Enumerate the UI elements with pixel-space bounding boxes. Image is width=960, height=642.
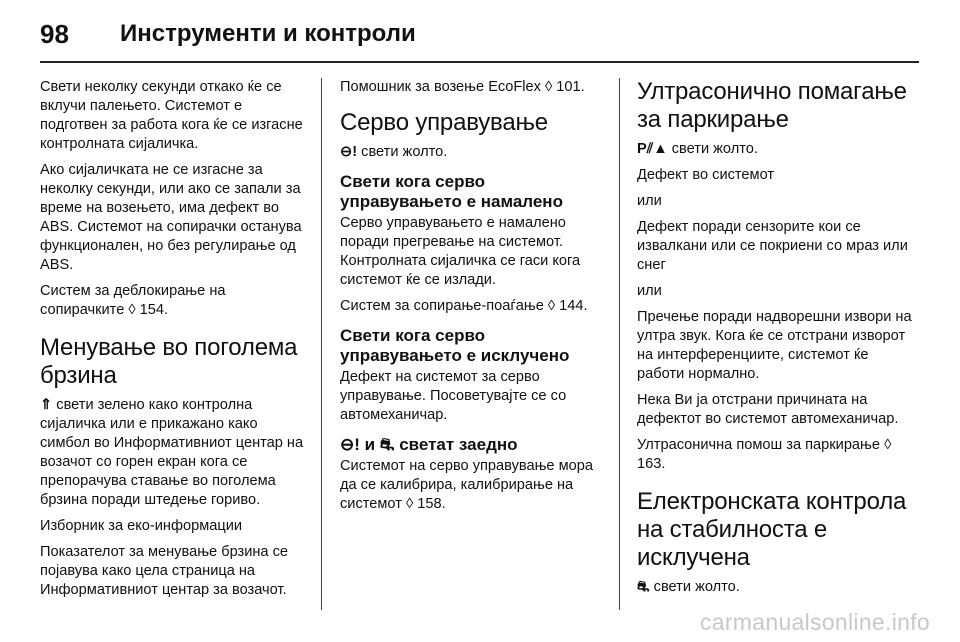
cross-reference: Помошник за возење EcoFlex ◊ 101. [340, 79, 585, 95]
text: свети жолто. [667, 141, 758, 157]
section-heading-parking-assist: Ултрасонично помагање за паркирање [637, 78, 907, 133]
paragraph [40, 396, 310, 510]
paragraph: Ако сијаличката не се изгасне за неколку секунди, или ако се запали за време на возењето, има дефект во ABS. Системот на сопирачки останува функционален, но без регулирање од ABS. [40, 162, 302, 273]
paragraph: или [637, 283, 662, 299]
subheading-disabled: Свети кога серво управувањето е исклучено [340, 326, 570, 365]
page-title: Инструменти и контроли [120, 20, 416, 47]
cross-reference: Систем за деблокирање на сопирачките ◊ 154. [40, 283, 226, 318]
text: свети зелено како контролна сијаличка или е прикажано како симбол во Информативниот центар на возачот со горен екран кога се препорачува ставање во поголема брзина поради штедење гориво. [40, 397, 304, 508]
parking-assist-icon: P⫽▲ [637, 141, 668, 157]
paragraph [637, 140, 912, 159]
text: свети жолто. [649, 579, 740, 595]
paragraph: Свети неколку секунди откако ќе се вклучи палењето. Системот е подготвен за работа кога ќе се изгасне контролната сијаличка. [40, 79, 303, 152]
paragraph: Дефект во системот [637, 167, 775, 183]
section-heading-power-steering: Серво управување [340, 109, 548, 136]
cross-reference: Систем за сопирање-поаѓање ◊ 144. [340, 298, 588, 314]
watermark: carmanualsonline.info [699, 609, 930, 635]
paragraph: Изборник за еко-информации [40, 518, 243, 534]
paragraph: Нека Ви ја отстрани причината на дефектот во системот автомеханичар. [637, 392, 899, 427]
page-header [40, 16, 416, 52]
column-divider-1 [321, 78, 322, 610]
upshift-icon: ⇑ [40, 397, 53, 413]
paragraph: Показателот за менување брзина се појавува како цела страница на Информативниот центар за возачот. [40, 544, 289, 598]
column-2 [340, 78, 610, 521]
paragraph: Дефект на системот за серво управување. Посоветувајте се со автомеханичар. [340, 369, 567, 423]
paragraph [340, 143, 610, 162]
power-steering-warning-icon: ⊖! [340, 144, 358, 160]
cross-reference: Ултрасонична помош за паркирање ◊ 163. [637, 437, 892, 472]
text: свети жолто. [357, 144, 448, 160]
column-3 [637, 78, 912, 604]
esc-off-icon: ⛐ [637, 579, 650, 595]
paragraph [637, 578, 912, 597]
paragraph: Дефект поради сензорите кои се извалкани или се покриени со мраз или снег [637, 219, 908, 273]
section-heading-esc-off: Електронската контрола на стабилноста е исклучена [637, 488, 907, 571]
paragraph: Серво управувањето е намалено поради прегревање на системот. Контролната сијаличка се гаси кога системот ќе се излади. [340, 215, 581, 288]
paragraph: Пречење поради надворешни извори на ултра звук. Кога ќе се отстрани изворот на интерференциите, системот ќе работи нормално. [637, 309, 912, 382]
column-divider-2 [619, 78, 620, 610]
section-heading-upshift: Менување во поголема брзина [40, 334, 298, 389]
paragraph: или [637, 193, 662, 209]
subheading-reduced: Свети кога серво управувањето е намалено [340, 172, 563, 211]
header-divider [40, 61, 919, 63]
page-number: 98 [40, 18, 69, 49]
paragraph: Системот на серво управување мора да се калибрира, калибрирање на системот ◊ 158. [340, 458, 593, 512]
subheading-both-lit: ⊖! и ⛐ светат заедно [340, 435, 518, 454]
column-1 [40, 78, 310, 607]
